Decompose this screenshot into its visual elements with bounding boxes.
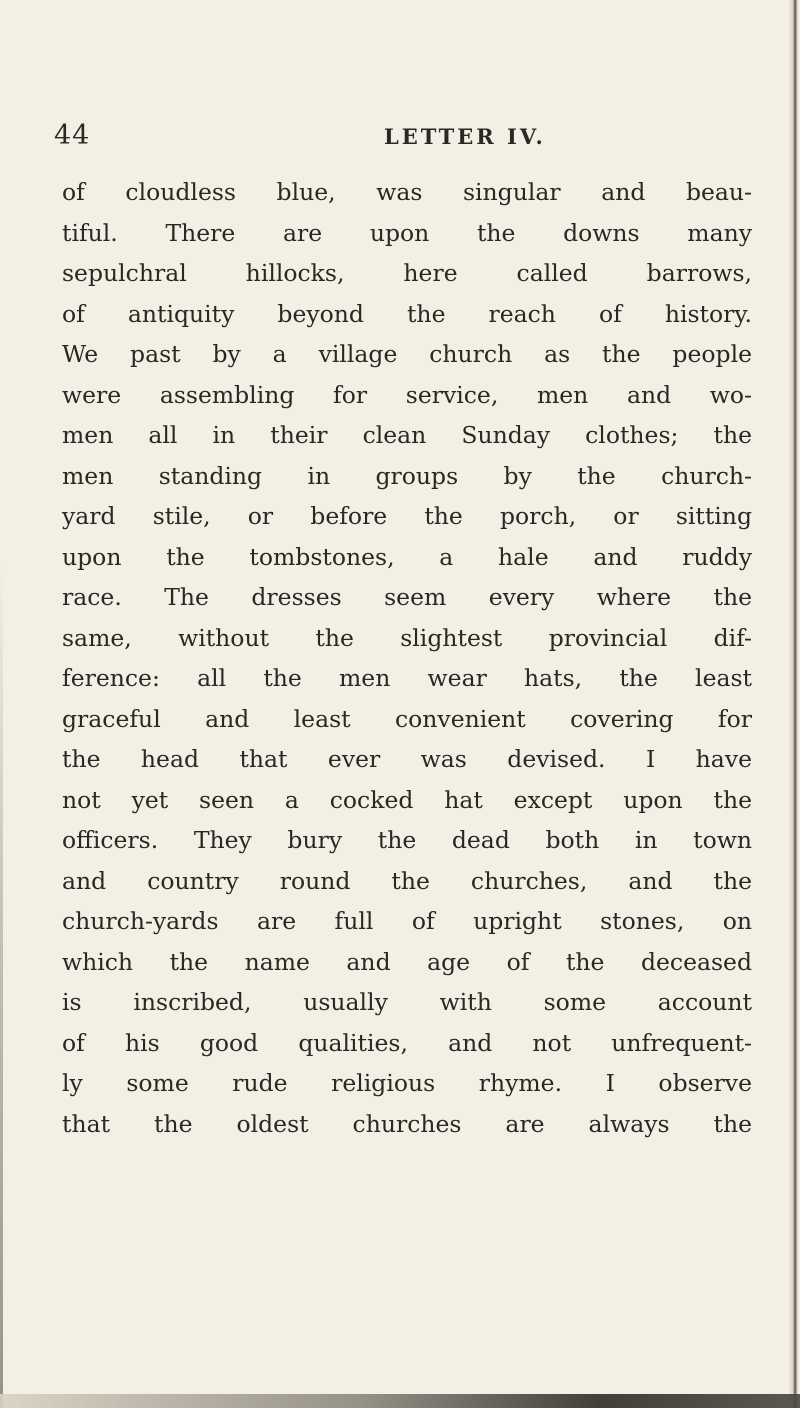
- text-line: were assembling for service, men and wo-: [62, 380, 752, 409]
- text-line: which the name and age of the deceased: [62, 947, 752, 976]
- page-header: [54, 120, 744, 160]
- body-text: [62, 172, 752, 1144]
- page-right-edge: [788, 0, 800, 1408]
- text-line: graceful and least convenient covering for: [62, 704, 752, 733]
- text-line: race. The dresses seem every where the: [62, 583, 752, 611]
- text-line: ly some rude religious rhyme. I observe: [62, 1069, 752, 1097]
- text-line: officers. They bury the dead both in town: [62, 826, 752, 854]
- text-line: upon the tombstones, a hale and ruddy: [62, 542, 752, 571]
- text-line: the head that ever was devised. I have: [62, 745, 752, 773]
- text-line: and country round the churches, and the: [62, 866, 752, 895]
- text-line: men all in their clean Sunday clothes; the: [62, 421, 752, 449]
- text-line: church-yards are full of upright stones, on: [62, 907, 752, 935]
- page-left-edge: [0, 560, 3, 1408]
- text-line: of cloudless blue, was singular and beau-: [62, 178, 752, 206]
- page-number: 44: [54, 120, 91, 151]
- text-line: sepulchral hillocks, here called barrows,: [62, 259, 752, 287]
- text-line: of his good qualities, and not unfrequent-: [62, 1028, 752, 1057]
- text-line: We past by a village church as the people: [62, 340, 752, 368]
- running-head: LETTER IV.: [384, 124, 546, 149]
- text-line: men standing in groups by the church-: [62, 461, 752, 490]
- text-line: tiful. There are upon the downs many: [62, 218, 752, 247]
- text-line: yard stile, or before the porch, or sitting: [62, 502, 752, 530]
- page-bottom-edge: [0, 1394, 800, 1408]
- text-line: same, without the slightest provincial dif-: [62, 623, 752, 652]
- text-line: not yet seen a cocked hat except upon the: [62, 785, 752, 814]
- text-line: of antiquity beyond the reach of history.: [62, 299, 752, 328]
- text-line: that the oldest churches are always the: [62, 1109, 752, 1138]
- text-line: ference: all the men wear hats, the least: [62, 664, 752, 692]
- text-line: is inscribed, usually with some account: [62, 988, 752, 1016]
